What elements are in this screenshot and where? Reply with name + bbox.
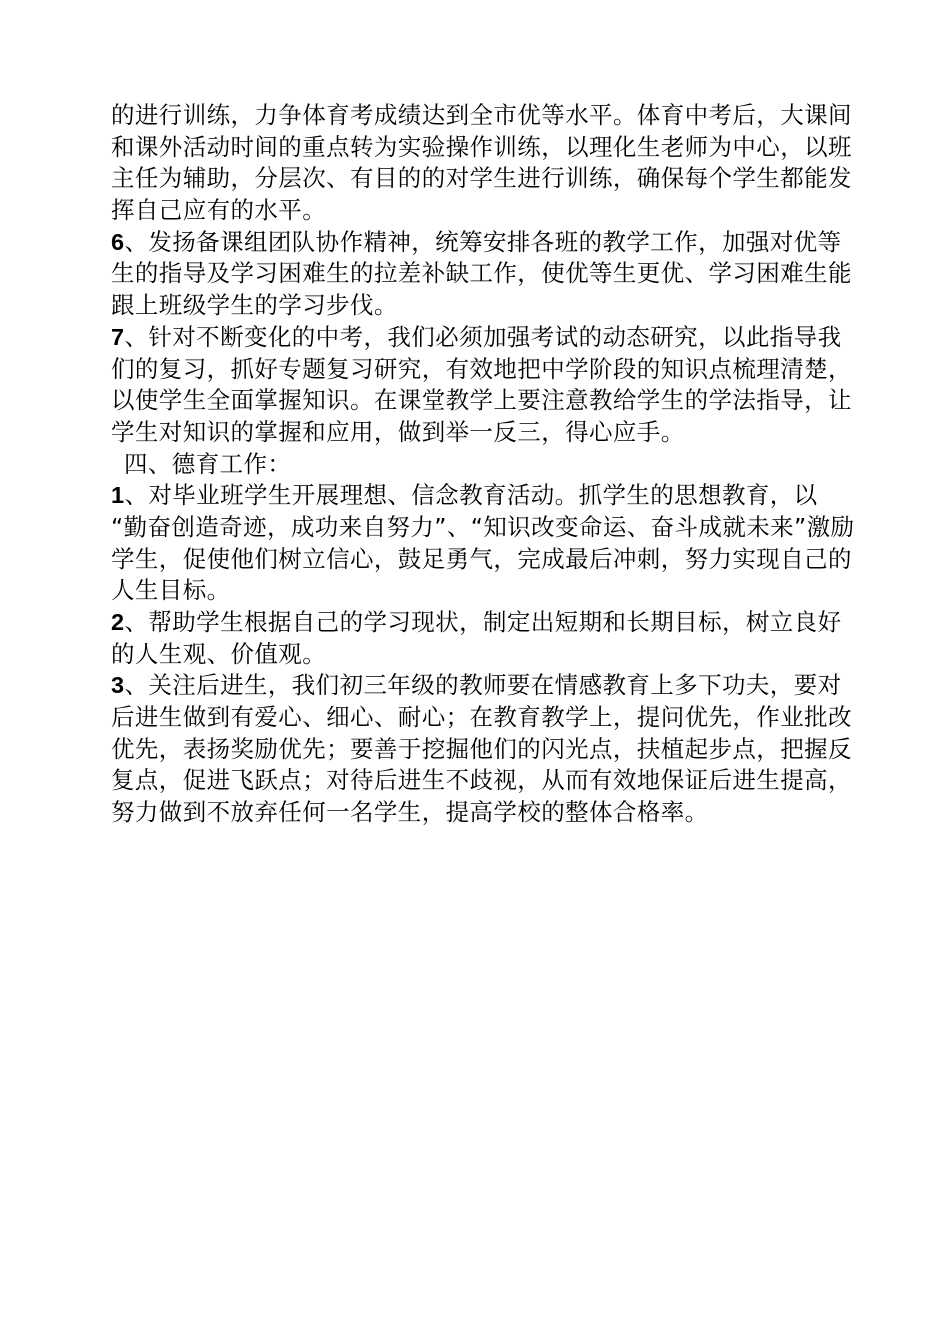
item-number: 7 [111, 323, 125, 350]
line-text: 四、德育工作： [124, 449, 292, 478]
text-line [111, 702, 852, 734]
text-line [111, 227, 841, 259]
line-text: 生的指导及学习困难生的拉差补缺工作，使优等生更优、学习困难生能 [111, 259, 852, 288]
line-text: 跟上班级学生的学习步伐。 [111, 291, 398, 320]
line-text: 和课外活动时间的重点转为实验操作训练，以理化生老师为中心，以班 [111, 132, 852, 161]
text-line [111, 734, 852, 766]
text-line [111, 132, 852, 164]
line-text: 、发扬备课组团队协作精神，统筹安排各班的教学工作，加强对优等 [124, 227, 842, 256]
item-number: 2 [111, 609, 125, 635]
text-line [111, 322, 841, 354]
document-body [111, 100, 855, 829]
text-line [111, 100, 852, 132]
line-text: 、关注后进生，我们初三年级的教师要在情感教育上多下功夫，要对 [124, 671, 842, 700]
line-text: 努力做到不放弃任何一名学生，提高学校的整体合格率。 [111, 798, 709, 827]
line-text: 、帮助学生根据自己的学习现状，制定出短期和长期目标，树立良好 [124, 608, 842, 636]
line-text: 、对毕业班学生开展理想、信念教育活动。抓学生的思想教育，以 [124, 481, 818, 510]
text-line [111, 290, 841, 322]
line-text: 后进生做到有爱心、细心、耐心；在教育教学上，提问优先，作业批改 [111, 703, 852, 732]
text-line [111, 544, 852, 576]
line-text: 人生目标。 [111, 576, 231, 605]
line-text: 们的复习，抓好专题复习研究，有效地把中学阶段的知识点梳理清楚， [111, 354, 852, 383]
text-line [111, 797, 841, 829]
item-number: 6 [111, 228, 125, 255]
line-text: 的人生观、价值观。 [111, 639, 327, 668]
text-line [111, 639, 841, 671]
line-text: “勤奋创造奇迹，成功来自努力”、“知识改变命运、奋斗成就未来”激励 [111, 512, 855, 541]
text-line [111, 258, 852, 290]
line-text: 主任为辅助，分层次、有目的的对学生进行训练，确保每个学生都能发 [111, 164, 852, 193]
line-text: 挥自己应有的水平。 [111, 196, 327, 225]
line-text: 学生，促使他们树立信心，鼓足勇气，完成最后冲刺，努力实现自己的 [111, 544, 852, 573]
line-text: 优先，表扬奖励优先；要善于挖掘他们的闪光点，扶植起步点，把握反 [111, 734, 852, 763]
line-text: 学生对知识的掌握和应用，做到举一反三，得心应手。 [111, 417, 685, 446]
line-text: 、针对不断变化的中考，我们必须加强考试的动态研究，以此指导我 [124, 322, 842, 351]
text-line [111, 480, 841, 512]
line-text: 复点，促进飞跃点；对待后进生不歧视，从而有效地保证后进生提高， [111, 766, 852, 795]
text-line [111, 163, 852, 195]
text-line [111, 354, 852, 386]
text-line [111, 417, 841, 449]
text-line [111, 670, 841, 702]
line-text: 以使学生全面掌握知识。在课堂教学上要注意教给学生的学法指导，让 [111, 386, 852, 415]
text-line [111, 765, 852, 797]
text-line [111, 385, 852, 417]
text-line [111, 195, 841, 227]
text-line [111, 607, 841, 639]
section-heading [111, 449, 841, 481]
line-text: 的进行训练，力争体育考成绩达到全市优等水平。体育中考后，大课间 [111, 101, 852, 129]
text-line [111, 512, 855, 544]
item-number: 1 [111, 482, 125, 509]
text-line [111, 575, 841, 607]
item-number: 3 [111, 672, 125, 699]
